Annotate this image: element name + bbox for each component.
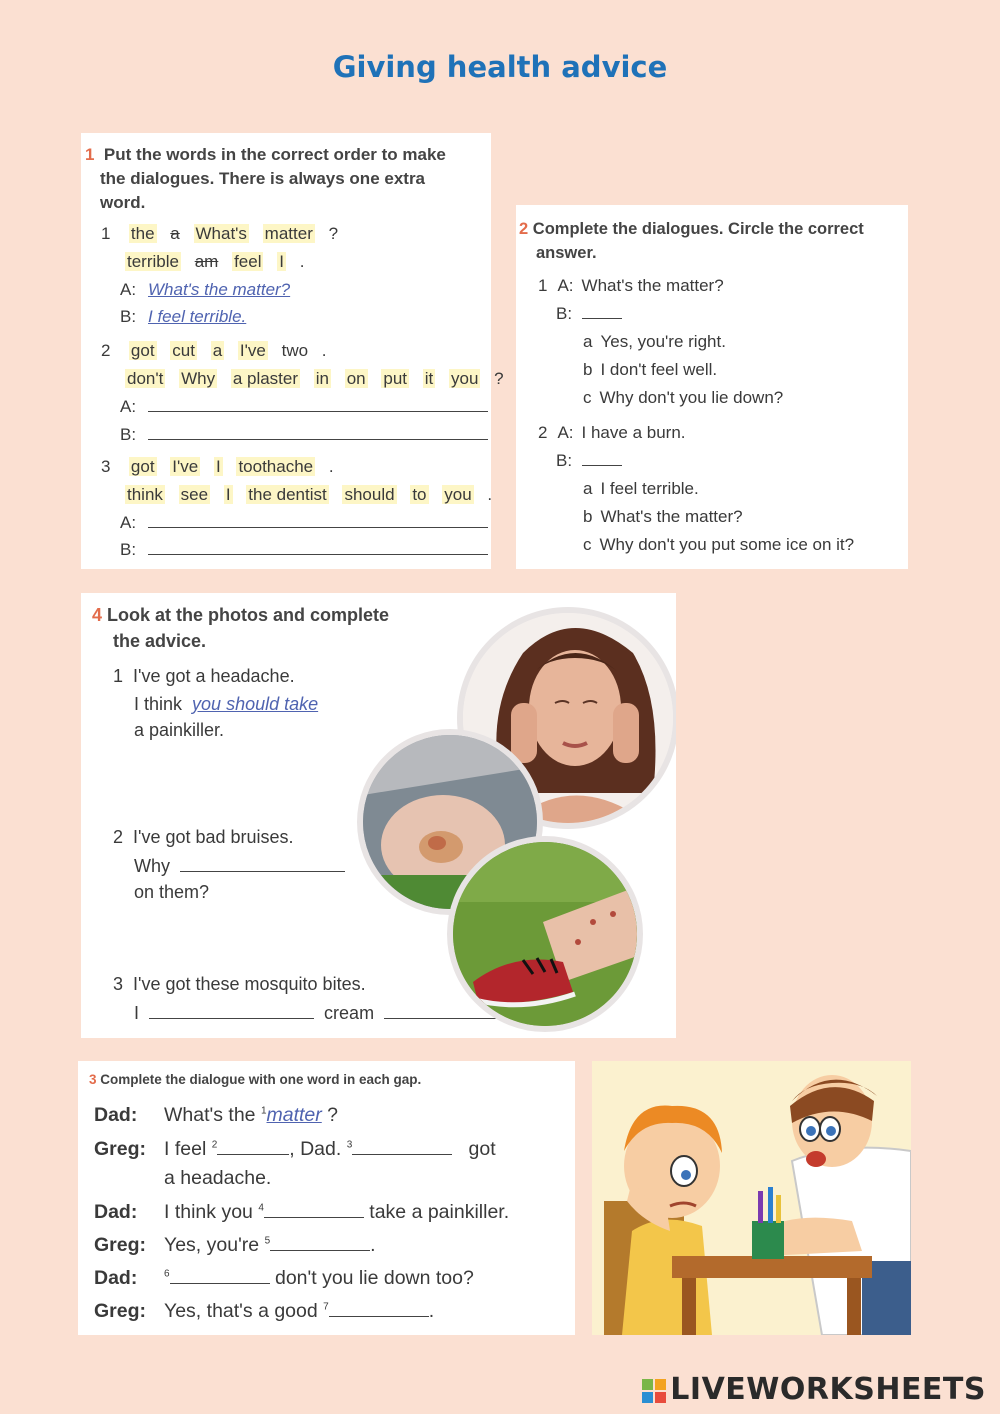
ex3-line-7[interactable]: Greg: Yes, that's a good $^7$ . xyxy=(94,1300,435,1322)
ex1-item1-answer-a: A: What's the matter? xyxy=(120,280,291,299)
boy-headache-cartoon xyxy=(592,1061,911,1335)
exercise-3-panel xyxy=(78,1061,575,1335)
ex2-q2-a: 2 A: I have a burn. xyxy=(538,423,686,442)
ex1-item2-answer-a[interactable]: A: xyxy=(120,397,488,417)
ex2-q1-option-b[interactable]: b I don't feel well. xyxy=(583,360,718,379)
ex4-item1-line2: I think you should take xyxy=(134,694,319,714)
ex4-item2-line1: 2 I've got bad bruises. xyxy=(113,827,294,847)
ex2-q2-option-b[interactable]: b What's the matter? xyxy=(583,507,743,526)
ex3-line-1: Dad: What's the $^1$matter ? xyxy=(94,1104,339,1126)
ex1-item2-words-a: 2 got cut a I've two . xyxy=(101,341,327,360)
ex1-item3-answer-a[interactable]: A: xyxy=(120,513,488,533)
ankle-bites-image xyxy=(453,842,643,1032)
ex3-line-5[interactable]: Greg: Yes, you're $^5$ . xyxy=(94,1234,376,1256)
ex1-item1-answer-b: B: I feel terrible. xyxy=(120,307,247,326)
ex3-line-4[interactable]: Dad: I think you $^4$ take a painkiller. xyxy=(94,1201,510,1223)
ex4-item1-line1: 1 I've got a headache. xyxy=(113,666,295,686)
ex3-line-2[interactable]: Greg: I feel $^2$ , Dad. $^3$ got xyxy=(94,1138,496,1160)
exercise-2-instruction: 2 Complete the dialogues. Circle the correct answer. xyxy=(519,220,864,262)
ex1-item1-words-a: 1 the a What's matter ? xyxy=(101,224,339,243)
cartoon-panel xyxy=(592,1061,911,1335)
logo-icon xyxy=(642,1379,666,1403)
mosquito-bites-photo xyxy=(447,836,643,1032)
ex1-item2-answer-b[interactable]: B: xyxy=(120,425,488,445)
exercise-1-panel xyxy=(81,133,504,569)
ex2-q1-option-c[interactable]: c Why don't you lie down? xyxy=(583,388,784,407)
exercise-3-instruction: 3 Complete the dialogue with one word in each gap. xyxy=(89,1072,422,1087)
ex2-q1-b: B: xyxy=(556,304,622,324)
ex2-q1-option-a[interactable]: a Yes, you're right. xyxy=(583,332,726,351)
ex3-line-3: a headache. xyxy=(164,1167,272,1189)
exercise-4-panel xyxy=(81,593,676,1038)
ex2-q2-b: B: xyxy=(556,451,622,471)
ex1-item2-words-b: don't Why a plaster in on put it you ? xyxy=(127,369,504,388)
ex4-item2-line3: on them? xyxy=(134,882,210,902)
ex1-item3-answer-b[interactable]: B: xyxy=(120,540,488,560)
ex2-q2-option-a[interactable]: a I feel terrible. xyxy=(583,479,699,498)
ex1-item3-words-a: 3 got I've I toothache . xyxy=(101,457,334,476)
ex1-item1-words-b: terrible am feel I . xyxy=(127,252,305,271)
ex2-q1-a: 1 A: What's the matter? xyxy=(538,276,724,295)
ex3-line-6[interactable]: Dad: $^6$ don't you lie down too? xyxy=(94,1267,474,1289)
ex2-q2-option-c[interactable]: c Why don't you put some ice on it? xyxy=(583,535,855,554)
exercise-number: 1 xyxy=(85,145,95,164)
page-title: Giving health advice xyxy=(332,50,668,84)
liveworksheets-logo: LIVEWORKSHEETS xyxy=(642,1372,986,1407)
ex4-item1-line3: a painkiller. xyxy=(134,720,225,740)
ex1-item3-words-b: think see I the dentist should to you . xyxy=(127,485,493,504)
ex4-item2-line2[interactable]: Why xyxy=(134,856,345,877)
exercise-1-instruction: 1 Put the words in the correct order to make the dialogues. There is always one extra word. xyxy=(85,145,446,212)
ex4-item3-line2[interactable]: I cream xyxy=(134,1003,554,1024)
exercise-2-panel xyxy=(516,205,908,569)
ex4-item3-line1: 3 I've got these mosquito bites. xyxy=(113,974,366,994)
exercise-4-instruction: 4 Look at the photos and complete the advice. xyxy=(92,605,390,651)
